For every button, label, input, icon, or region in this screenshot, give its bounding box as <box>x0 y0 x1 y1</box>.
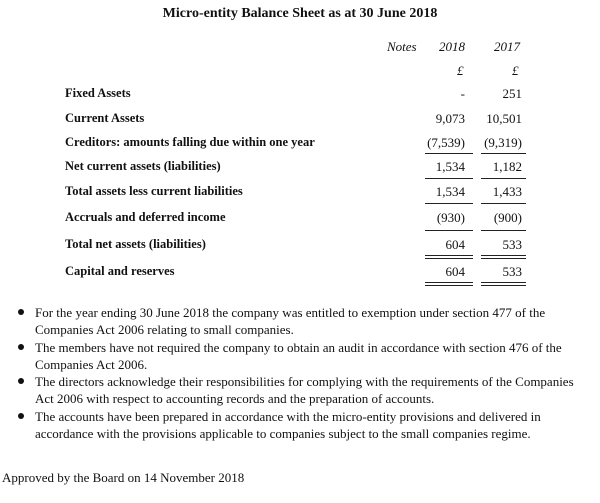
fixed-assets-2017: 251 <box>502 86 522 101</box>
total-assets-less-liabilities-2017: 1,433 <box>492 184 522 199</box>
document-title: Micro-entity Balance Sheet as at 30 June 2018 <box>162 6 438 21</box>
row-label-current-assets: Current Assets <box>65 111 145 125</box>
year-2018-header: 2018 <box>439 39 465 54</box>
subtotal-line-2017 <box>481 153 526 154</box>
current-assets-2017: 10,501 <box>486 111 522 126</box>
year-2017-header: 2017 <box>494 39 520 54</box>
approval-note: Approved by the Board on 14 November 2018 <box>2 470 245 485</box>
row-label-fixed-assets: Fixed Assets <box>65 86 131 100</box>
subtotal-line-2017 <box>481 203 526 204</box>
net-current-assets-2017: 1,182 <box>492 159 522 174</box>
total-double-line-2018 <box>425 255 473 259</box>
statement-item: For the year ending 30 June 2018 the company was entitled to exemption under section 477 of the Companies Act 2006 relating to small companies. <box>12 304 592 338</box>
subtotal-line-2017 <box>481 178 526 179</box>
statement-item: The accounts have been prepared in accordance with the micro-entity provisions and delivered in accordance with the provisions applicable to companies subject to the small companies regime. <box>12 408 592 442</box>
total-double-line-2017 <box>481 282 526 286</box>
subtotal-line-2018 <box>425 203 473 204</box>
capital-and-reserves-2017: 533 <box>502 264 522 279</box>
net-current-assets-2018: 1,534 <box>435 159 465 174</box>
accruals-2018: (930) <box>436 210 465 225</box>
total-net-assets-2017: 533 <box>502 237 522 252</box>
total-double-line-2017 <box>481 255 526 259</box>
capital-and-reserves-2018: 604 <box>445 264 465 279</box>
subtotal-line-2018 <box>425 153 473 154</box>
creditors-2018: (7,539) <box>427 135 465 150</box>
accruals-2017: (900) <box>493 210 522 225</box>
statement-item: The members have not required the company to obtain an audit in accordance with section 476 of the Companies Act 2006. <box>12 339 592 373</box>
currency-2017: £ <box>512 63 519 78</box>
statement-item: The directors acknowledge their responsibilities for complying with the requirements of the Companies Act 2006 with respect to accounting records and the preparation of accounts. <box>12 373 592 407</box>
fixed-assets-2018: - <box>460 86 465 101</box>
subtotal-line-2018 <box>425 178 473 179</box>
row-label-capital-and-reserves: Capital and reserves <box>65 264 175 278</box>
row-label-net-current-assets: Net current assets (liabilities) <box>65 159 221 173</box>
total-net-assets-2018: 604 <box>445 237 465 252</box>
total-double-line-2018 <box>425 282 473 286</box>
row-label-total-assets-less-liabilities: Total assets less current liabilities <box>65 184 243 198</box>
row-label-creditors: Creditors: amounts falling due within one year <box>65 135 315 149</box>
total-assets-less-liabilities-2018: 1,534 <box>435 184 465 199</box>
currency-2018: £ <box>457 63 464 78</box>
subtotal-line-2018 <box>425 230 473 231</box>
row-label-accruals: Accruals and deferred income <box>65 210 226 224</box>
notes-header: Notes <box>387 39 417 54</box>
row-label-total-net-assets: Total net assets (liabilities) <box>65 237 206 251</box>
current-assets-2018: 9,073 <box>435 111 465 126</box>
subtotal-line-2017 <box>481 230 526 231</box>
creditors-2017: (9,319) <box>484 135 522 150</box>
statements-list <box>12 304 592 442</box>
